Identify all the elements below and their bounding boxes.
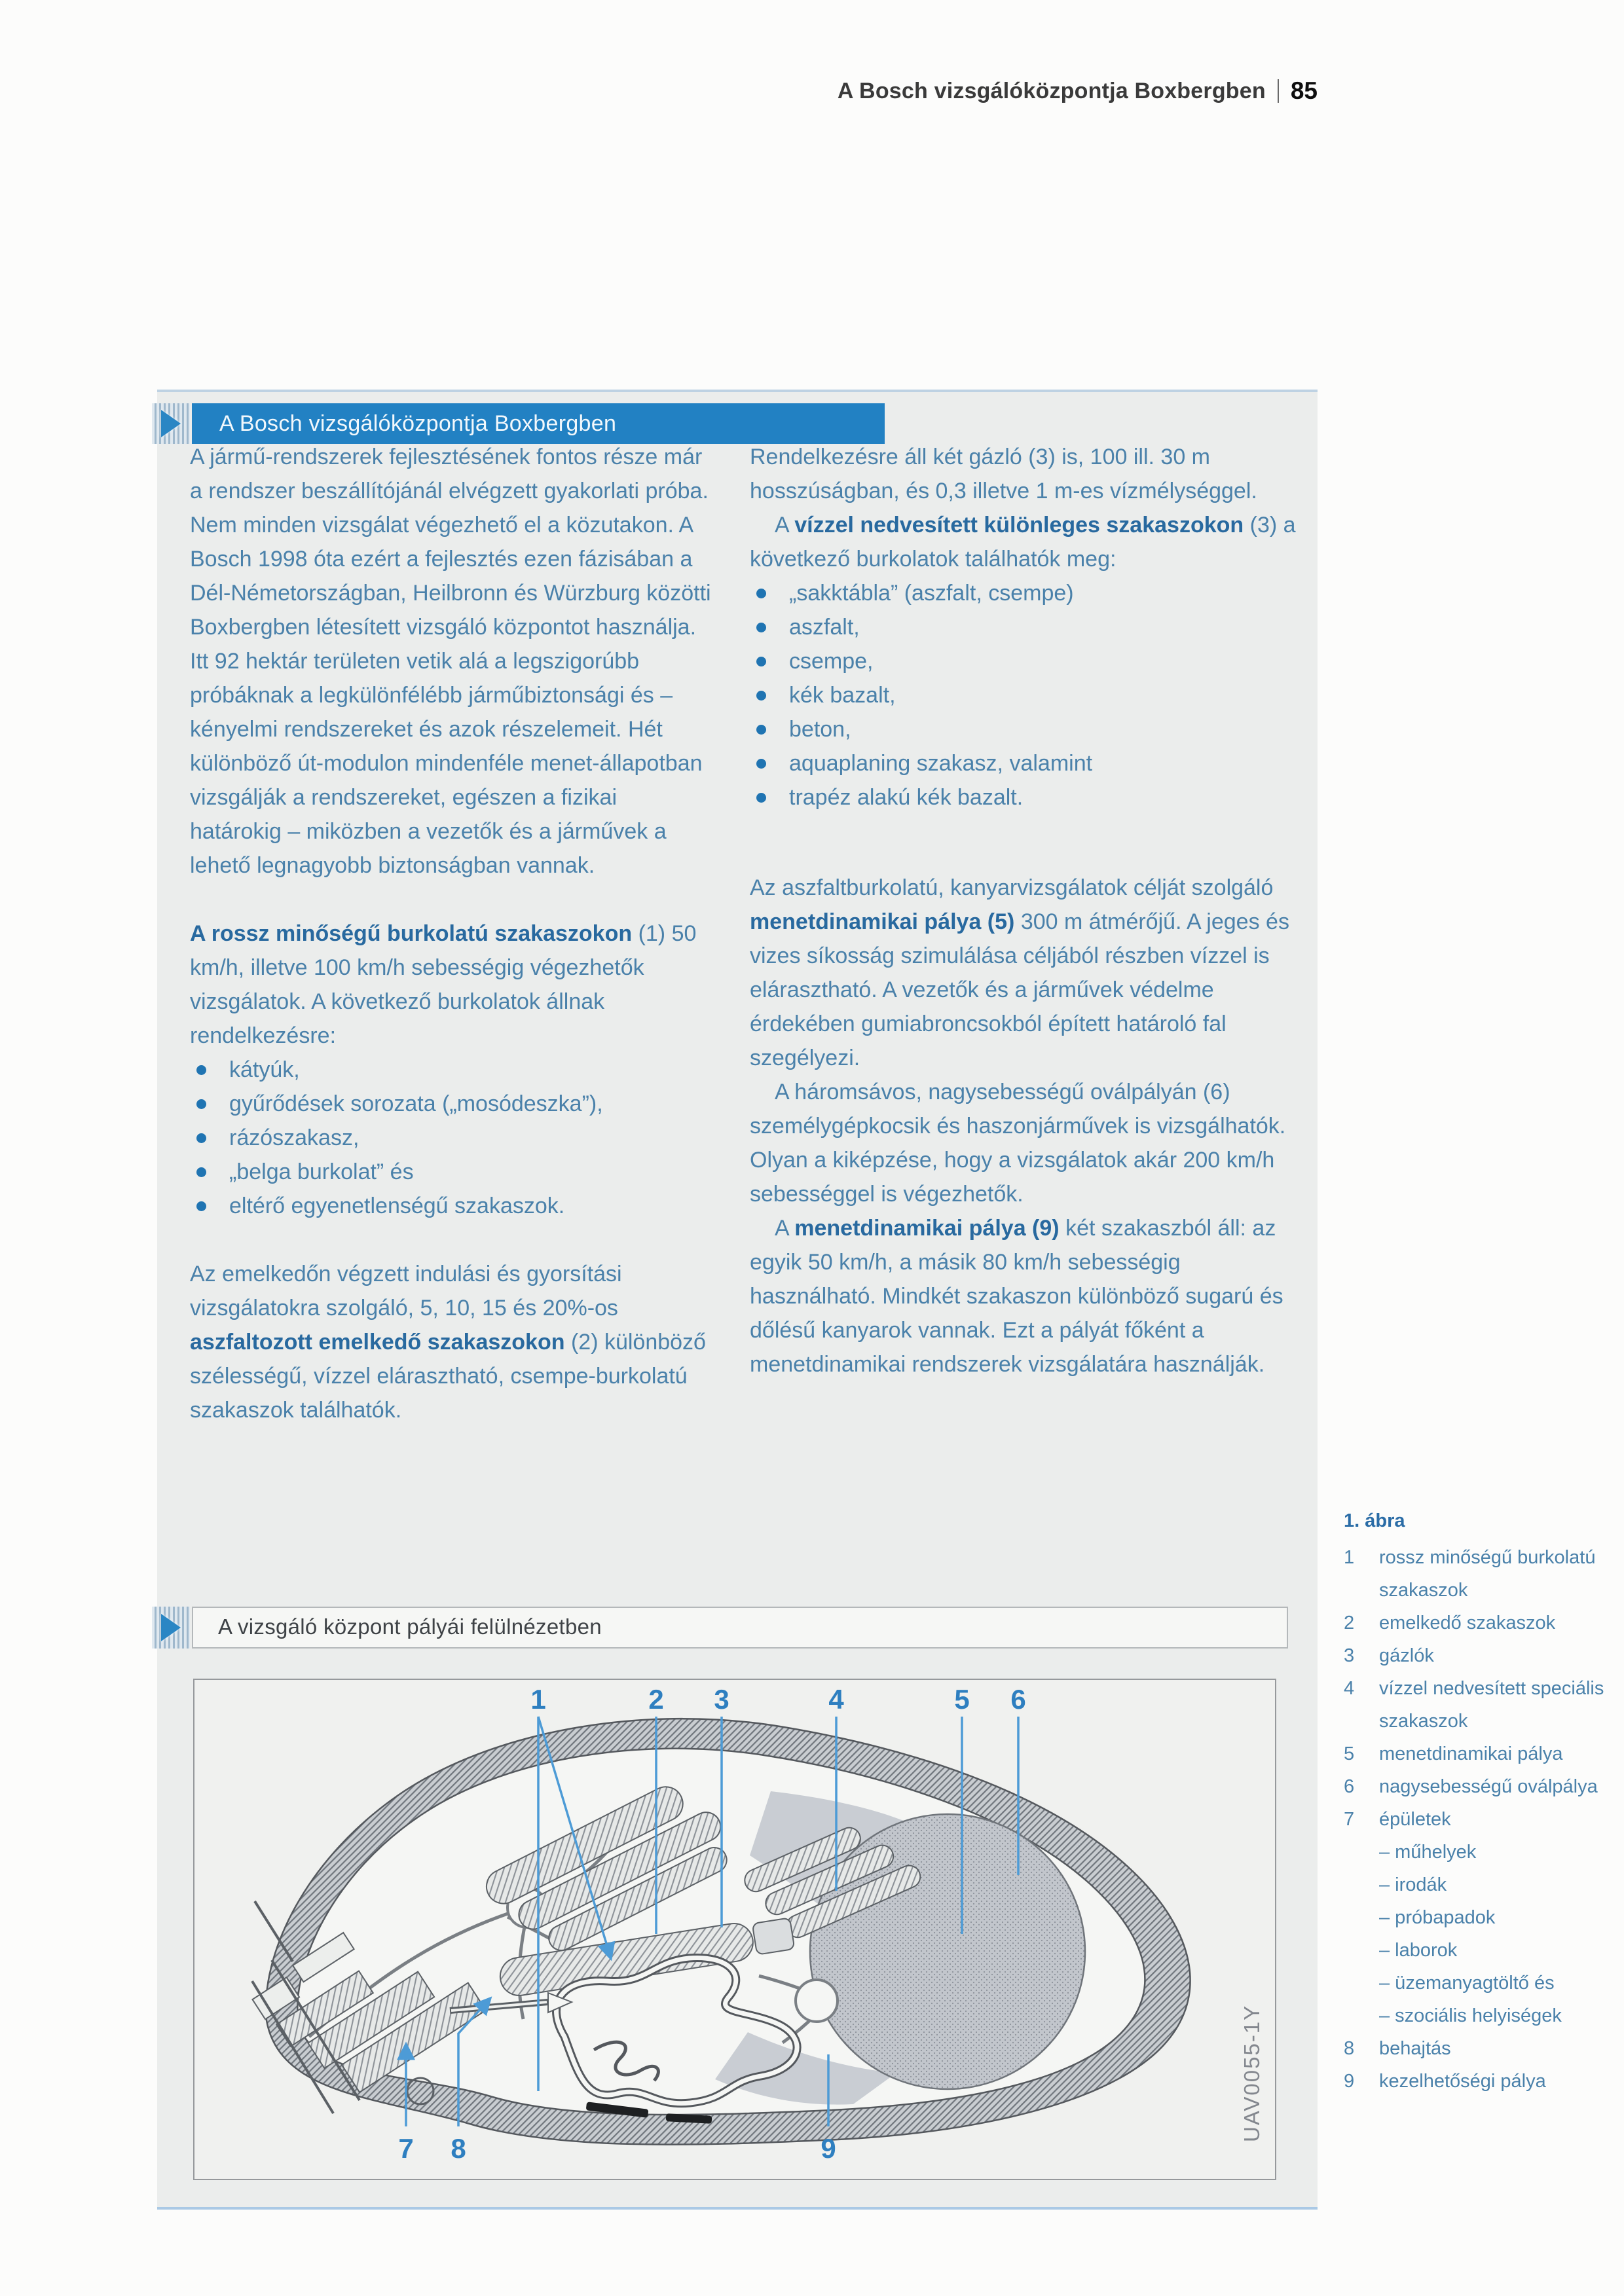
bullet-list [190,1053,714,1223]
legend-item [1344,2032,1624,2065]
list-item [190,1087,714,1121]
list-item [750,746,1305,780]
paragraph-text: (3) a következő burkolatok találhatók meg: [750,513,1296,572]
legend-text: – üzemanyagtöltő és [1379,1973,1555,1994]
paragraph [750,1211,1305,1381]
bold-text: aszfaltozott emelkedő szakaszokon [190,1330,565,1355]
running-header-title: A Bosch vizsgálóközpontja Boxbergben [837,78,1266,103]
legend-subitem [1344,1868,1624,1901]
paragraph-text: Az emelkedőn végzett indulási és gyorsítási vizsgálatokra szolgáló, 5, 10, 15 és 20%-os [190,1262,622,1321]
marker-3: 3 [714,1684,729,1715]
legend-number [1344,1999,1379,2032]
arrow-right-icon [161,1614,181,1641]
right-column [750,440,1305,1381]
list-item-text: aquaplaning szakasz, valamint [789,751,1093,776]
legend-item [1344,1770,1624,1803]
road-junction [796,1980,838,2022]
marker-5: 5 [954,1684,970,1715]
legend-number: 5 [1344,1743,1355,1764]
legend-text: emelkedő szakaszok [1379,1613,1556,1633]
paragraph-text: Az aszfaltburkolatú, kanyarvizsgálatok célját szolgáló [750,875,1274,900]
paragraph-text: (1) 50 km/h, illetve 100 km/h sebességig végezhetők vizsgálatok. A következő burkolatok állnak rendelkezésre: [190,921,697,1048]
list-item [750,610,1305,644]
legend-text: – szociális helyiségek [1379,2005,1562,2026]
bold-text: menetdinamikai pálya (5) [750,909,1015,934]
list-item [750,712,1305,746]
list-item-text: kék bazalt, [789,683,896,708]
header-divider [1278,79,1279,103]
bold-text: vízzel nedvesített különleges szakaszokon [794,513,1244,538]
legend-subitem [1344,1967,1624,1999]
figure-test-track-map [193,1679,1276,2180]
legend-item [1344,1607,1624,1639]
list-item [190,1053,714,1087]
content-block [157,390,1318,2210]
paragraph [190,917,714,1053]
paragraph-text: Rendelkezésre áll két gázló (3) is, 100 ill. 30 m hosszúságban, és 0,3 illetve 1 m-es vízmélységgel. [750,445,1257,503]
paragraph-text: két szakaszból áll: az egyik 50 km/h, a másik 80 km/h sebességig használható. Mindkét szakaszon különböző sugarú és dőlésű kanyarok vannak. Ezt a pályát főként a menetdinamikai rendszerek vizsgálatára használják. [750,1216,1283,1377]
figure-title-bar: A vizsgáló központ pályái felülnézetben [192,1607,1288,1649]
list-item-text: trapéz alakú kék bazalt. [789,785,1024,810]
legend-number [1344,1836,1379,1868]
legend-item [1344,1639,1624,1672]
legend-number [1344,1934,1379,1967]
list-item-text: beton, [789,717,851,742]
running-header [838,77,1318,105]
bullet-list [750,576,1305,814]
marker-1: 1 [530,1684,546,1715]
legend-text: vízzel nedvesített speciális szakaszok [1379,1678,1604,1732]
list-item [190,1189,714,1223]
legend-number [1344,1868,1379,1901]
bold-text: menetdinamikai pálya (9) [794,1216,1060,1241]
legend-subitem [1344,1999,1624,2032]
paragraph-text: (2) különböző szélességű, vízzel elárasztható, csempe-burkolatú szakaszok találhatók. [190,1330,706,1423]
legend-item [1344,1672,1624,1738]
paragraph-text: 300 m átmérőjű. A jeges és vizes síkosság szimulálása céljából részben vízzel is elárasztható. A vezetők és a járművek védelme érdekében gumiabroncsokból épített határoló fal szegélyezi. [750,909,1289,1070]
paragraph [750,1075,1305,1211]
list-item [750,576,1305,610]
paragraph [750,508,1305,576]
paragraph [750,871,1305,1075]
arrow-right-icon [161,410,181,437]
legend-number: 6 [1344,1776,1355,1797]
figure-legend-heading: 1. ábra [1344,1510,1405,1531]
legend-text: nagysebességű oválpálya [1379,1776,1598,1797]
legend-subitem [1344,1836,1624,1868]
legend-number: 3 [1344,1645,1355,1666]
paragraph [750,440,1305,508]
legend-text: kezelhetőségi pálya [1379,2071,1546,2092]
list-item [190,1155,714,1189]
list-item-text: rázószakasz, [229,1125,360,1150]
list-item-text: eltérő egyenetlenségű szakaszok. [229,1194,565,1218]
paragraph-text: A [775,513,795,538]
marker-7: 7 [398,2133,414,2164]
legend-text: menetdinamikai pálya [1379,1743,1563,1764]
legend-text: – laborok [1379,1940,1458,1961]
marker-9: 9 [821,2133,836,2164]
list-item [750,644,1305,678]
legend-number: 1 [1344,1547,1355,1568]
bold-text: A rossz minőségű burkolatú szakaszokon [190,921,633,946]
list-item [750,780,1305,814]
left-column [190,440,714,1427]
legend-text: behajtás [1379,2038,1451,2059]
legend-item [1344,1738,1624,1770]
list-item-text: gyűrődések sorozata („mosódeszka”), [229,1091,603,1116]
list-item [750,678,1305,712]
list-item-text: aszfalt, [789,615,860,640]
legend-number: 7 [1344,1809,1355,1830]
figure-arrow-marker [152,1607,190,1649]
legend-text: gázlók [1379,1645,1434,1666]
list-item-text: „belga burkolat” és [229,1159,414,1184]
list-item-text: csempe, [789,649,874,674]
page-number: 85 [1290,77,1318,104]
paragraph-text: A háromsávos, nagysebességű oválpályán (6) személygépkocsik és haszonjárművek is vizsgálhatók. Olyan a kiképzése, hogy a vizsgálatok akár 200 km/h sebességgel is végezhetők. [750,1080,1286,1207]
legend-text: – irodák [1379,1874,1447,1895]
legend-item [1344,2065,1624,2098]
legend-number [1344,1967,1379,1999]
legend-text: rossz minőségű burkolatú szakaszok [1379,1547,1596,1601]
legend-number: 2 [1344,1613,1355,1633]
marker-6: 6 [1010,1684,1026,1715]
marker-4: 4 [828,1684,844,1715]
legend-number: 8 [1344,2038,1355,2059]
list-item-text: „sakktábla” (aszfalt, csempe) [789,581,1074,606]
marker-8: 8 [451,2133,466,2164]
paragraph-text: A jármű-rendszerek fejlesztésének fontos része már a rendszer beszállítójánál elvégzett gyakorlati próba. Nem minden vizsgálat végezhető el a közutakon. A Bosch 1998 óta ezért a fejlesztés ezen fázisában a Dél-Németországban, Heilbronn és Würzburg közötti Boxbergben létesített vizsgáló központot használja. Itt 92 hektár területen vetik alá a legszigorúbb próbáknak a legkülönfélébb járműbiztonsági és – kényelmi rendszereket és azok részelemeit. Hét különböző út-modulon mindenféle menet-állapotban vizsgálják a rendszereket, egészen a fizikai határokig – miközben a vezetők és a járművek a lehető legnagyobb biztonságban vannak. [190,445,711,878]
paragraph [190,440,714,883]
legend-text: – műhelyek [1379,1842,1477,1863]
section-title-bar: A Bosch vizsgálóközpontja Boxbergben [192,403,885,444]
legend-number: 4 [1344,1678,1355,1699]
legend-text: épületek [1379,1809,1451,1830]
legend-text: – próbapadok [1379,1907,1496,1928]
legend-subitem [1344,1901,1624,1934]
legend-subitem [1344,1934,1624,1967]
legend-number: 9 [1344,2071,1355,2092]
marker-2: 2 [648,1684,664,1715]
list-item [190,1121,714,1155]
legend-item [1344,1803,1624,1836]
figure-legend [1344,1504,1624,2098]
paragraph-text: A [775,1216,795,1241]
legend-number [1344,1901,1379,1934]
section-arrow-marker [152,403,190,444]
paragraph [190,1257,714,1427]
figure-code: UAV0055-1Y [1240,2004,1264,2142]
track-map-svg [194,1680,1275,2179]
legend-item [1344,1541,1624,1607]
dynamic-circle-pad [810,1814,1085,2089]
list-item-text: kátyúk, [229,1057,300,1082]
